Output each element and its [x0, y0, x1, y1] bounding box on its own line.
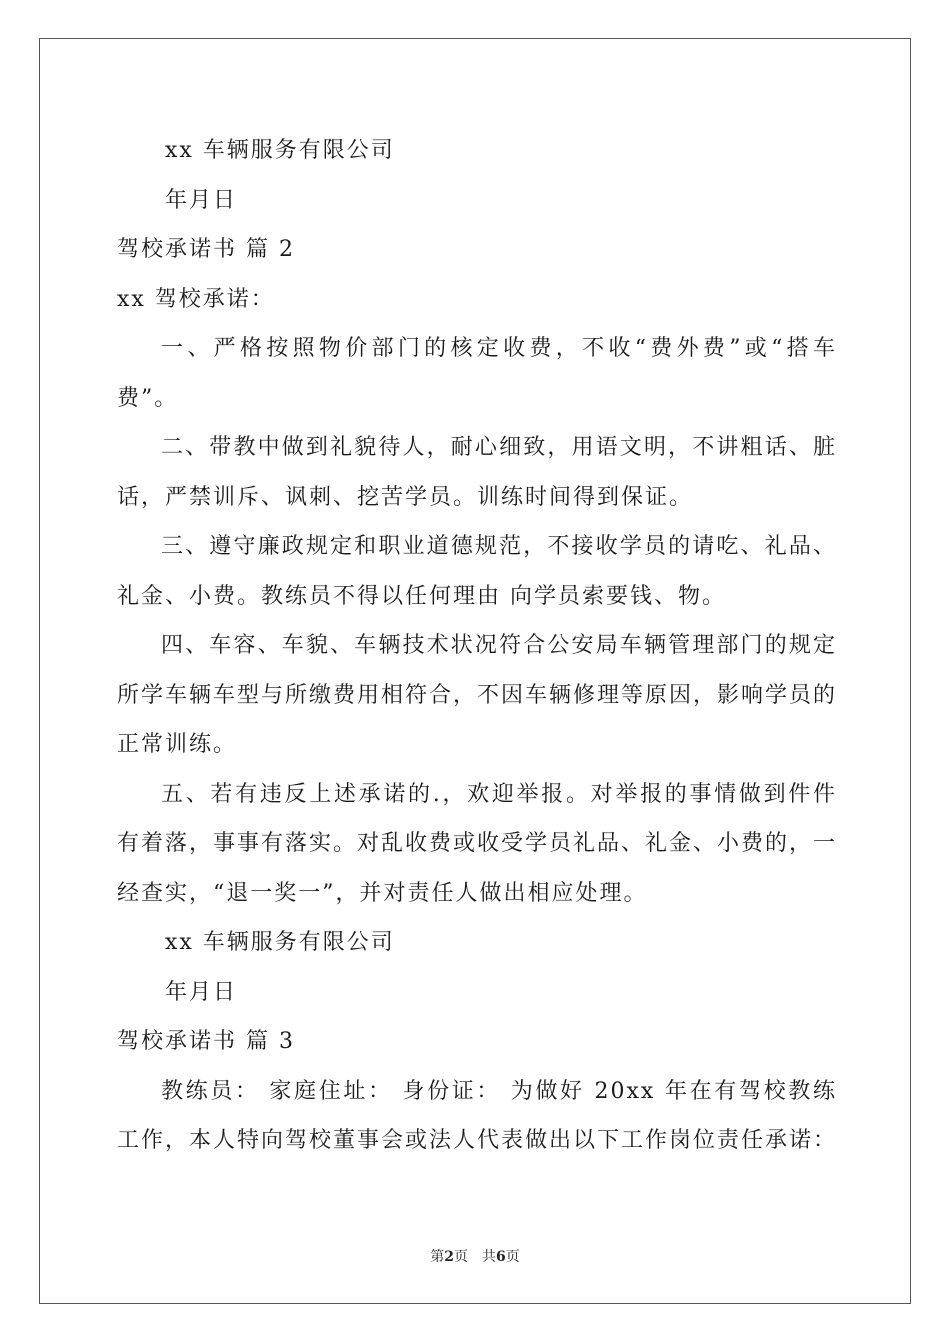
- instructor-intro-paragraph: 教练员： 家庭住址： 身份证： 为做好 20xx 年在有驾校教练工作，本人特向驾校董事会或法人代表做出以下工作岗位责任承诺：: [117, 1078, 838, 1153]
- page-suffix: 页: [454, 1249, 468, 1265]
- promise-item-1: 一、严格按照物价部门的核定收费，不收“费外费”或“搭车费”。: [117, 336, 837, 411]
- document-body: [117, 126, 837, 1166]
- total-suffix: 页: [505, 1249, 520, 1265]
- page-footer: [0, 1246, 950, 1266]
- promise-item-2: 二、带教中做到礼貌待人，耐心细致，用语文明，不讲粗话、脏话，严禁训斥、讽刺、挖苦学员。训练时间得到保证。: [117, 435, 837, 510]
- company-signature: xx 车辆服务有限公司: [165, 930, 395, 955]
- total-pages: 6: [496, 1249, 506, 1265]
- total-prefix: 共: [482, 1249, 496, 1265]
- company-signature: xx 车辆服务有限公司: [165, 138, 395, 163]
- section-heading: 驾校承诺书 篇 3: [117, 1029, 295, 1054]
- date-line: 年月日: [165, 979, 238, 1005]
- section-heading: 驾校承诺书 篇 2: [117, 237, 295, 262]
- promise-item-3: 三、遵守廉政规定和职业道德规范，不接收学员的请吃、礼品、礼金、小费。教练员不得以任何理由 向学员索要钱、物。: [117, 534, 837, 609]
- promise-title: xx 驾校承诺：: [117, 286, 275, 312]
- promise-item-5: 五、若有违反上述承诺的.，欢迎举报。对举报的事情做到件件有着落，事事有落实。对乱收费或收受学员礼品、礼金、小费的，一经查实，“退一奖一”，并对责任人做出相应处理。: [117, 781, 838, 906]
- date-line: 年月日: [165, 187, 238, 213]
- page-prefix: 第: [430, 1249, 445, 1265]
- page-number: 2: [444, 1249, 454, 1265]
- promise-item-4: 四、车容、车貌、车辆技术状况符合公安局车辆管理部门的规定所学车辆车型与所缴费用相符合，不因车辆修理等原因，影响学员的正常训练。: [117, 633, 838, 757]
